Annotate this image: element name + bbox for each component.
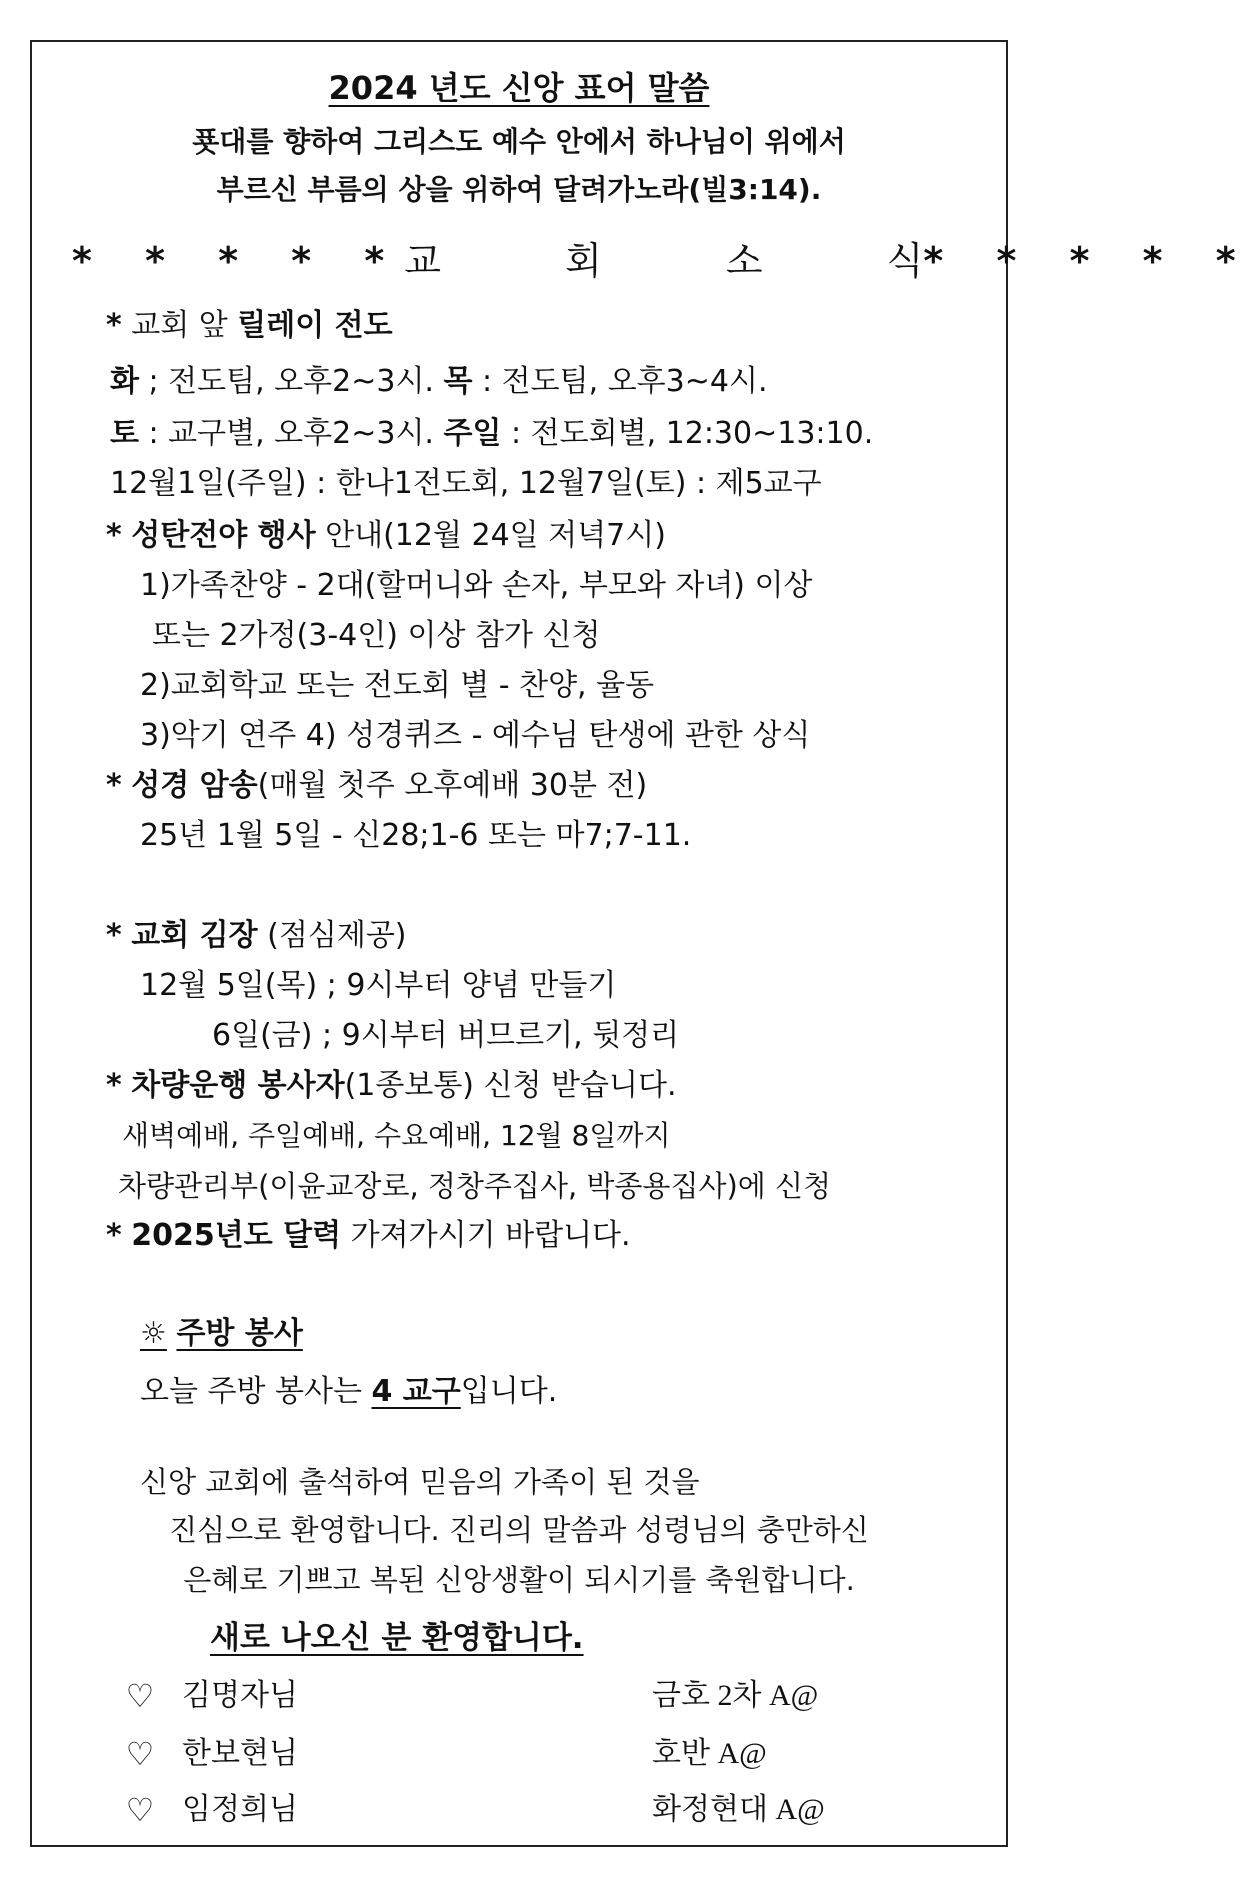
kimchi-line1: 12월 5일(목) ; 9시부터 양념 만들기 bbox=[140, 968, 617, 1003]
bullet: * bbox=[106, 768, 122, 803]
kitchen-text bbox=[140, 1372, 557, 1412]
kitchen-team: 4 교구 bbox=[371, 1374, 461, 1409]
heart-icon: ♡ bbox=[125, 1735, 155, 1773]
newcomer-name: 임정희님 bbox=[182, 1793, 298, 1826]
christmas-item3: 3)악기 연주 4) 성경퀴즈 - 예수님 탄생에 관한 상식 bbox=[140, 718, 811, 753]
newcomer-name: 김명자님 bbox=[182, 1679, 298, 1712]
kimchi-line2: 6일(금) ; 9시부터 버므르기, 뒷정리 bbox=[212, 1018, 680, 1053]
christmas-eve-heading bbox=[106, 516, 666, 556]
relay-schedule-line2 bbox=[110, 414, 873, 454]
welcome-line1: 신앙 교회에 출석하여 믿음의 가족이 된 것을 bbox=[140, 1465, 700, 1499]
motto-verse-line1: 푯대를 향하여 그리스도 예수 안에서 하나님이 위에서 bbox=[192, 125, 846, 158]
welcome-line3: 은혜로 기쁘고 복된 신앙생활이 되시기를 축원합니다. bbox=[183, 1563, 855, 1597]
driver-line2: 차량관리부(이윤교장로, 정창주집사, 박종용집사)에 신청 bbox=[118, 1169, 832, 1203]
bullet: * bbox=[106, 1218, 122, 1253]
calendar-notice bbox=[106, 1216, 631, 1256]
driver-line1: 새벽예배, 주일예배, 수요예배, 12월 8일까지 bbox=[122, 1119, 671, 1152]
thursday-detail: : 전도팀, 오후3~4시. bbox=[472, 364, 768, 399]
sunday-detail: : 전도회별, 12:30~13:10. bbox=[501, 416, 874, 451]
bullet: * bbox=[106, 518, 122, 553]
bible-title: 성경 암송 bbox=[131, 768, 258, 803]
calendar-suffix: 가져가시기 바랍니다. bbox=[350, 1218, 631, 1253]
kimchi-suffix: (점심제공) bbox=[267, 918, 407, 953]
bible-detail: 25년 1월 5일 - 신28;1-6 또는 마7;7-11. bbox=[140, 818, 692, 853]
heart-icon: ♡ bbox=[125, 1791, 155, 1829]
newcomer-address: 호반 A@ bbox=[652, 1737, 767, 1770]
saturday-detail: : 교구별, 오후2~3시. bbox=[138, 416, 434, 451]
heart-icon: ♡ bbox=[125, 1677, 155, 1715]
bullet: * bbox=[106, 308, 122, 343]
motto-verse-line2: 부르신 부름의 상을 위하여 달려가노라(빌3:14). bbox=[216, 173, 822, 206]
kitchen-heading bbox=[140, 1314, 303, 1354]
calendar-title: 2025년도 달력 bbox=[131, 1218, 342, 1253]
church-news-header bbox=[30, 236, 1256, 286]
newcomer-address: 금호 2차 A@ bbox=[652, 1679, 819, 1712]
driver-title: 차량운행 봉사자 bbox=[131, 1068, 345, 1103]
sun-icon: ☼ bbox=[140, 1316, 167, 1351]
relay-title: 릴레이 전도 bbox=[237, 308, 393, 343]
relay-schedule-line3: 12월1일(주일) : 한나1전도회, 12월7일(토) : 제5교구 bbox=[110, 466, 822, 501]
christmas-item1a: 1)가족찬양 - 2대(할머니와 손자, 부모와 자녀) 이상 bbox=[140, 568, 813, 603]
relay-evangelism-heading bbox=[106, 306, 393, 346]
newcomer-row bbox=[122, 1676, 158, 1718]
christmas-item1b: 또는 2가정(3-4인) 이상 참가 신청 bbox=[152, 618, 601, 653]
driver-suffix: (1종보통) 신청 받습니다. bbox=[344, 1068, 677, 1103]
kimchi-heading bbox=[106, 916, 407, 956]
christmas-title: 성탄전야 행사 bbox=[131, 518, 316, 553]
kitchen-title: 주방 봉사 bbox=[176, 1316, 303, 1351]
newcomers-title: 새로 나오신 분 환영합니다. bbox=[210, 1620, 584, 1656]
christmas-item2: 2)교회학교 또는 전도회 별 - 찬양, 율동 bbox=[140, 668, 655, 703]
stars-right: * * * * * bbox=[923, 239, 1256, 283]
church-news-title: 교 회 소 식 bbox=[404, 239, 980, 283]
day-thursday: 목 bbox=[443, 364, 473, 399]
stars-left: * * * * * bbox=[72, 239, 405, 283]
day-tuesday: 화 bbox=[110, 364, 139, 399]
christmas-suffix: 안내(12월 24일 저녁7시) bbox=[325, 518, 666, 553]
kitchen-text-suffix: 입니다. bbox=[460, 1374, 558, 1409]
newcomer-name: 한보현님 bbox=[182, 1737, 298, 1770]
newcomer-address: 화정현대 A@ bbox=[652, 1793, 825, 1826]
welcome-line2: 진심으로 환영합니다. 진리의 말씀과 성령님의 충만하신 bbox=[169, 1513, 869, 1547]
kitchen-text-prefix: 오늘 주방 봉사는 bbox=[140, 1374, 372, 1409]
newcomer-row bbox=[122, 1790, 158, 1832]
driver-volunteer-heading bbox=[106, 1066, 677, 1106]
bible-suffix: (매월 첫주 오후예배 30분 전) bbox=[257, 768, 648, 803]
motto-title: 2024 년도 신앙 표어 말씀 bbox=[328, 69, 710, 107]
kimchi-title: 교회 김장 bbox=[131, 918, 258, 953]
day-saturday: 토 bbox=[110, 416, 139, 451]
relay-prefix: 교회 앞 bbox=[131, 308, 228, 343]
day-sunday: 주일 bbox=[443, 416, 502, 451]
bullet: * bbox=[106, 1068, 122, 1103]
relay-schedule-line1 bbox=[110, 362, 767, 402]
bible-memorization-heading bbox=[106, 766, 647, 806]
newcomer-row bbox=[122, 1734, 158, 1776]
bullet: * bbox=[106, 918, 122, 953]
tuesday-detail: ; 전도팀, 오후2~3시. bbox=[138, 364, 434, 399]
